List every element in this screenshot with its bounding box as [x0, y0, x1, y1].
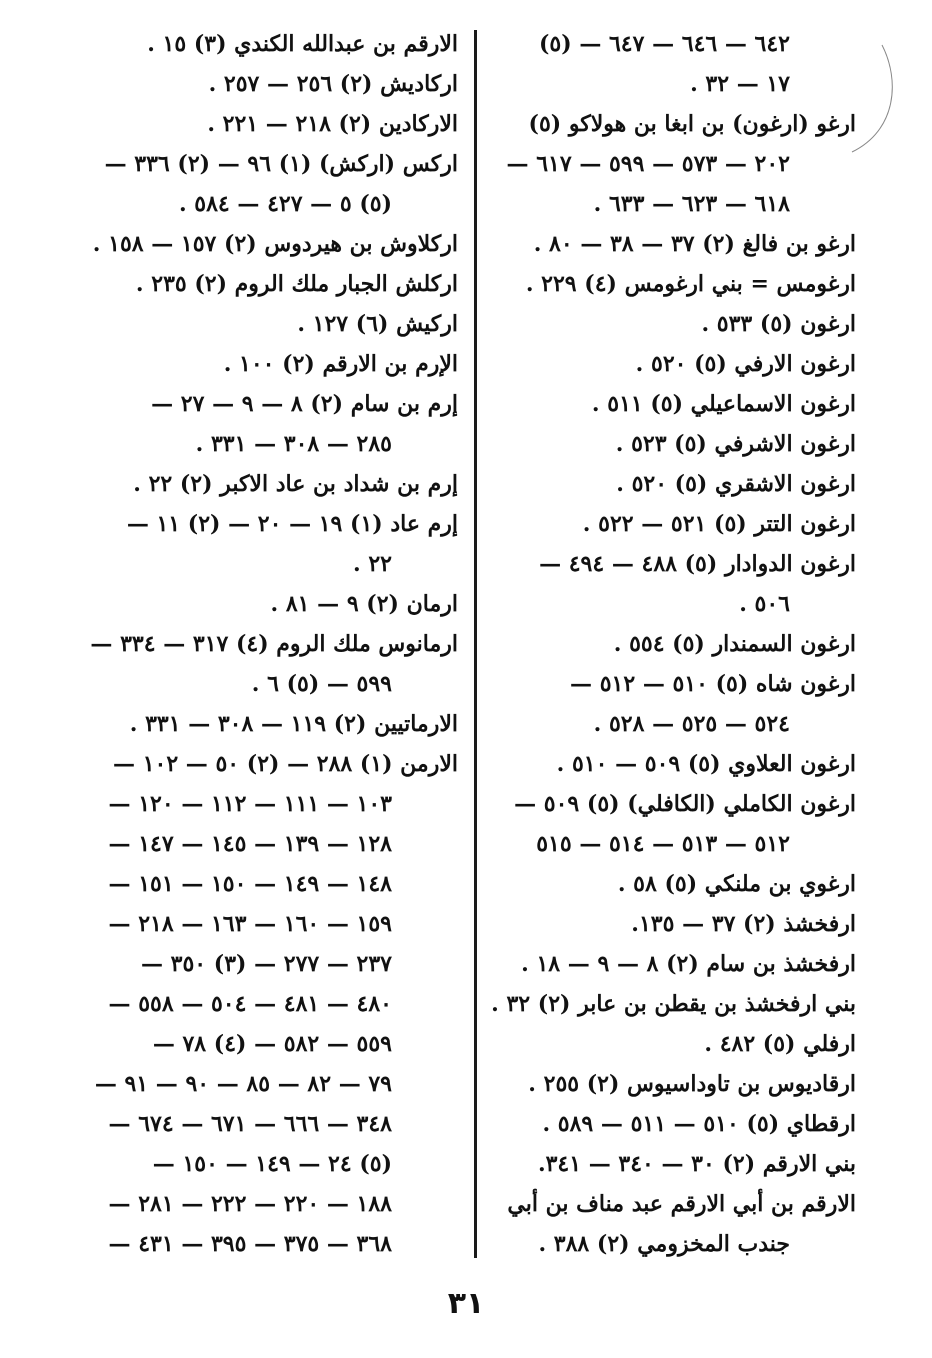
index-entry-continuation: ٦٤٢ — ٦٤٦ — ٦٤٧ — (٥) — [539, 31, 790, 57]
index-column-right — [491, 24, 856, 1264]
index-entry: ارغو بن فالغ (٢) ٣٧ — ٣٨ — ٨٠ . — [533, 231, 856, 257]
index-entry-continuation: ٥١٢ — ٥١٣ — ٥١٤ — ٥١٥ — [536, 831, 790, 857]
index-entry-continuation: ٥٩٩ — (٥) ٦ . — [251, 671, 392, 697]
column-divider — [474, 30, 477, 1258]
index-entry-continuation: (٥) ٥ — ٤٢٧ — ٥٨٤ . — [178, 191, 392, 217]
index-entry: الارمن (١) ٢٨٨ — (٢) ٥٠ — ١٠٢ — — [113, 751, 458, 777]
index-entry: ارغون (٥) ٥٣٣ . — [701, 311, 856, 337]
index-entry-continuation: ٧٩ — ٨٢ — ٨٥ — ٩٠ — ٩١ — — [94, 1071, 392, 1097]
index-entry: ارغون الدوادار (٥) ٤٨٨ — ٤٩٤ — — [539, 551, 856, 577]
index-entry: اركلش الجبار ملك الروم (٢) ٢٣٥ . — [135, 271, 458, 297]
index-entry: اركلاوش بن هيردوس (٢) ١٥٧ — ١٥٨ . — [92, 231, 458, 257]
index-entry: ارغون شاه (٥) ٥١٠ — ٥١٢ — — [570, 671, 856, 697]
index-entry: ارفلي (٥) ٤٨٢ . — [704, 1031, 856, 1057]
index-entry: ارمانوس ملك الروم (٤) ٣١٧ — ٣٣٤ — — [90, 631, 458, 657]
index-entry: ارغون التتر (٥) ٥٢١ — ٥٢٢ . — [582, 511, 856, 537]
index-entry: اركيش (٦) ١٢٧ . — [297, 311, 458, 337]
index-entry: بني الارقم (٢) ٣٠ — ٣٤٠ — ٣٤١. — [537, 1151, 856, 1177]
index-entry: ارغو (ارغون) بن ابغا بن هولاكو (٥) — [528, 111, 856, 137]
index-entry: اركس (اركش) (١) ٩٦ — (٢) ٣٣٦ — — [104, 151, 458, 177]
index-entry-continuation: ١٥٩ — ١٦٠ — ١٦٣ — ٢١٨ — — [108, 911, 392, 937]
index-entry-continuation: ٢٣٧ — ٢٧٧ — (٣) ٣٥٠ — — [141, 951, 392, 977]
index-entry-continuation: ١٤٨ — ١٤٩ — ١٥٠ — ١٥١ — — [108, 871, 392, 897]
index-entry: ارفخشذ (٢) ٣٧ — ١٣٥. — [631, 911, 856, 937]
index-entry: الاركادين (٢) ٢١٨ — ٢٢١ . — [207, 111, 458, 137]
index-entry-continuation: ٤٨٠ — ٤٨١ — ٥٠٤ — ٥٥٨ — — [108, 991, 392, 1017]
index-entry: ارغون الكاملي (الكافلي) (٥) ٥٠٩ — — [514, 791, 856, 817]
index-entry: ارغوي بن ملنكي (٥) ٥٨ . — [617, 871, 856, 897]
index-entry-continuation: ٢٨٥ — ٣٠٨ — ٣٣١ . — [195, 431, 392, 457]
index-entry: ارفخشذ بن سام (٢) ٨ — ٩ — ١٨ . — [521, 951, 856, 977]
index-entry-continuation: ١٠٣ — ١١١ — ١١٢ — ١٢٠ — — [108, 791, 392, 817]
index-entry-continuation: جندب المخزومي (٢) ٣٨٨ . — [538, 1231, 790, 1257]
index-entry: الارقم بن عبدالله الكندي (٣) ١٥ . — [147, 31, 458, 57]
index-entry: ارغون الارفي (٥) ٥٢٠ . — [635, 351, 856, 377]
index-entry-continuation: ٥٥٩ — ٥٨٢ — (٤) ٧٨ — — [152, 1031, 392, 1057]
margin-pencil-mark — [842, 40, 902, 160]
index-entry-continuation: ٣٤٨ — ٦٦٦ — ٦٧١ — ٦٧٤ — — [108, 1111, 392, 1137]
index-entry: إرم عاد (١) ١٩ — ٢٠ — (٢) ١١ — — [126, 511, 458, 537]
index-entry: ارقاديوس بن تاوداسيوس (٢) ٢٥٥ . — [528, 1071, 856, 1097]
index-entry: ارغون الاشرفي (٥) ٥٢٣ . — [615, 431, 856, 457]
page-number: ٣١ — [447, 1286, 485, 1321]
index-entry: الإرم بن الارقم (٢) ١٠٠ . — [223, 351, 458, 377]
index-entry: ارغومس = بني ارغومس (٤) ٢٢٩ . — [525, 271, 856, 297]
index-entry: إرم بن شداد بن عاد الاكبر (٢) ٢٢ . — [133, 471, 458, 497]
index-entry-continuation: ١٧ — ٣٢ . — [690, 71, 790, 97]
index-entry: ارغون الاسماعيلي (٥) ٥١١ . — [591, 391, 856, 417]
index-entry: إرم بن سام (٢) ٨ — ٩ — ٢٧ — — [151, 391, 458, 417]
index-entry-continuation: ٥٠٦ . — [739, 591, 790, 617]
index-entry: ارغون السمندار (٥) ٥٥٤ . — [613, 631, 856, 657]
index-entry-continuation: ٣٦٨ — ٣٧٥ — ٣٩٥ — ٤٣١ — — [108, 1231, 392, 1257]
index-entry: الارماتيين (٢) ١١٩ — ٣٠٨ — ٣٣١ . — [129, 711, 458, 737]
index-entry-continuation: ٦١٨ — ٦٢٣ — ٦٣٣ . — [593, 191, 790, 217]
index-entry: اركاديش (٢) ٢٥٦ — ٢٥٧ . — [208, 71, 458, 97]
index-entry: ارقطاي (٥) ٥١٠ — ٥١١ — ٥٨٩ . — [542, 1111, 856, 1137]
index-entry-continuation: (٥) ٢٤ — ١٤٩ — ١٥٠ — — [152, 1151, 392, 1177]
index-entry-continuation: ٢٢ . — [353, 551, 392, 577]
index-entry: ارغون العلاوي (٥) ٥٠٩ — ٥١٠ . — [556, 751, 856, 777]
index-entry-continuation: ١٢٨ — ١٣٩ — ١٤٥ — ١٤٧ — — [108, 831, 392, 857]
index-entry: ارغون الاشقري (٥) ٥٢٠ . — [616, 471, 856, 497]
index-entry: ارمان (٢) ٩ — ٨١ . — [270, 591, 458, 617]
index-entry-continuation: ١٨٨ — ٢٢٠ — ٢٢٢ — ٢٨١ — — [108, 1191, 392, 1217]
index-column-left — [90, 24, 458, 1264]
index-entry: بني ارفخشذ بن يقطن بن عابر (٢) ٣٢ . — [491, 991, 856, 1017]
index-entry-continuation: ٥٢٤ — ٥٢٥ — ٥٢٨ . — [593, 711, 790, 737]
index-entry-continuation: ٢٠٢ — ٥٧٣ — ٥٩٩ — ٦١٧ — — [506, 151, 790, 177]
index-entry: الارقم بن أبي الارقم عبد مناف بن أبي — [507, 1191, 856, 1217]
